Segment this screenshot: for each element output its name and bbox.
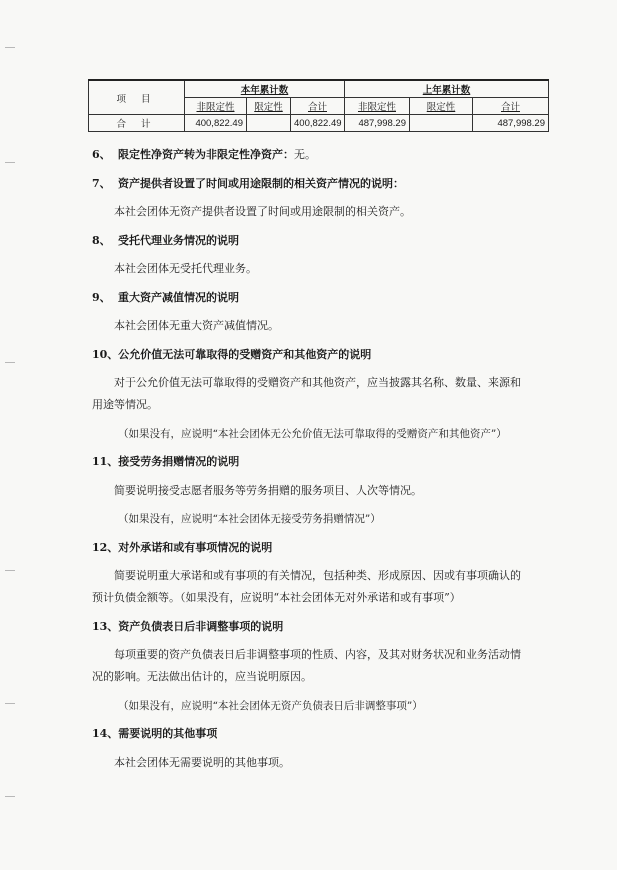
section-body: 简要说明重大承诺和或有事项的有关情况，包括种类、形成原因、因或有事项确认的: [114, 569, 521, 582]
section-body: 用途等情况。: [92, 398, 158, 411]
table-header-row: [89, 80, 549, 98]
section-heading: 13、资产负债表日后非调整事项的说明: [92, 619, 284, 633]
item-header: 项 目: [89, 80, 185, 115]
section-body: 本社会团体无需要说明的其他事项。: [114, 755, 290, 769]
scan-margin-mark: [5, 47, 15, 48]
table-cell: [247, 115, 291, 132]
prior-year-header: 上年累计数: [345, 80, 549, 98]
net-assets-table: [88, 79, 549, 132]
section-body: 况的影响。无法做出估计的，应当说明原因。: [92, 670, 312, 683]
table-cell: 487,998.29: [473, 115, 549, 132]
scan-margin-mark: [5, 162, 15, 163]
col-header: 非限定性: [185, 98, 247, 115]
section-body: 预计负债金额等。（如果没有，应说明“本社会团体无对外承诺和或有事项”）: [92, 591, 461, 604]
col-header: 合计: [473, 98, 549, 115]
section-note: （如果没有，应说明“本社会团体无资产负债表日后非调整事项”）: [118, 699, 423, 712]
scan-margin-mark: [5, 703, 15, 704]
col-header: 限定性: [247, 98, 291, 115]
table-row: [89, 115, 549, 132]
current-year-header: 本年累计数: [185, 80, 345, 98]
section-body: 本社会团体无资产提供者设置了时间或用途限制的相关资产。: [114, 205, 411, 218]
section-heading: 10、公允价值无法可靠取得的受赠资产和其他资产的说明: [92, 347, 372, 361]
section-note: （如果没有，应说明“本社会团体无公允价值无法可靠取得的受赠资产和其他资产”）: [118, 427, 507, 440]
table-cell: 400,822.49: [291, 115, 345, 132]
notes-content: [92, 144, 552, 780]
total-label: 合 计: [89, 115, 185, 132]
col-header: 合计: [291, 98, 345, 115]
section-heading: 7、 资产提供者设置了时间或用途限制的相关资产情况的说明：: [92, 176, 404, 190]
table-cell: 400,822.49: [185, 115, 247, 132]
section-body: 本社会团体无受托代理业务。: [114, 262, 257, 275]
section-heading: 14、需要说明的其他事项: [92, 727, 218, 740]
section-heading: 6、 限定性净资产转为非限定性净资产：无。: [92, 148, 316, 161]
section-heading: 11、接受劳务捐赠情况的说明: [92, 455, 240, 468]
section-heading: 12、对外承诺和或有事项情况的说明: [92, 540, 273, 554]
scan-margin-mark: [5, 570, 15, 571]
section-note: （如果没有，应说明“本社会团体无接受劳务捐赠情况”）: [118, 513, 381, 525]
section-heading: 9、 重大资产减值情况的说明: [92, 290, 239, 304]
scan-margin-mark: [5, 362, 15, 363]
section-body: 对于公允价值无法可靠取得的受赠资产和其他资产，应当披露其名称、数量、来源和: [114, 376, 521, 389]
section-body: 本社会团体无重大资产减值情况。: [114, 319, 279, 332]
scan-margin-mark: [5, 796, 15, 797]
section-heading: 8、 受托代理业务情况的说明: [92, 233, 239, 247]
table-cell: [410, 115, 473, 132]
col-header: 限定性: [410, 98, 473, 115]
section-body: 简要说明接受志愿者服务等劳务捐赠的服务项目、人次等情况。: [114, 483, 422, 497]
table-cell: 487,998.29: [345, 115, 410, 132]
section-body: 每项重要的资产负债表日后非调整事项的性质、内容，及其对财务状况和业务活动情: [114, 648, 521, 661]
col-header: 非限定性: [345, 98, 410, 115]
